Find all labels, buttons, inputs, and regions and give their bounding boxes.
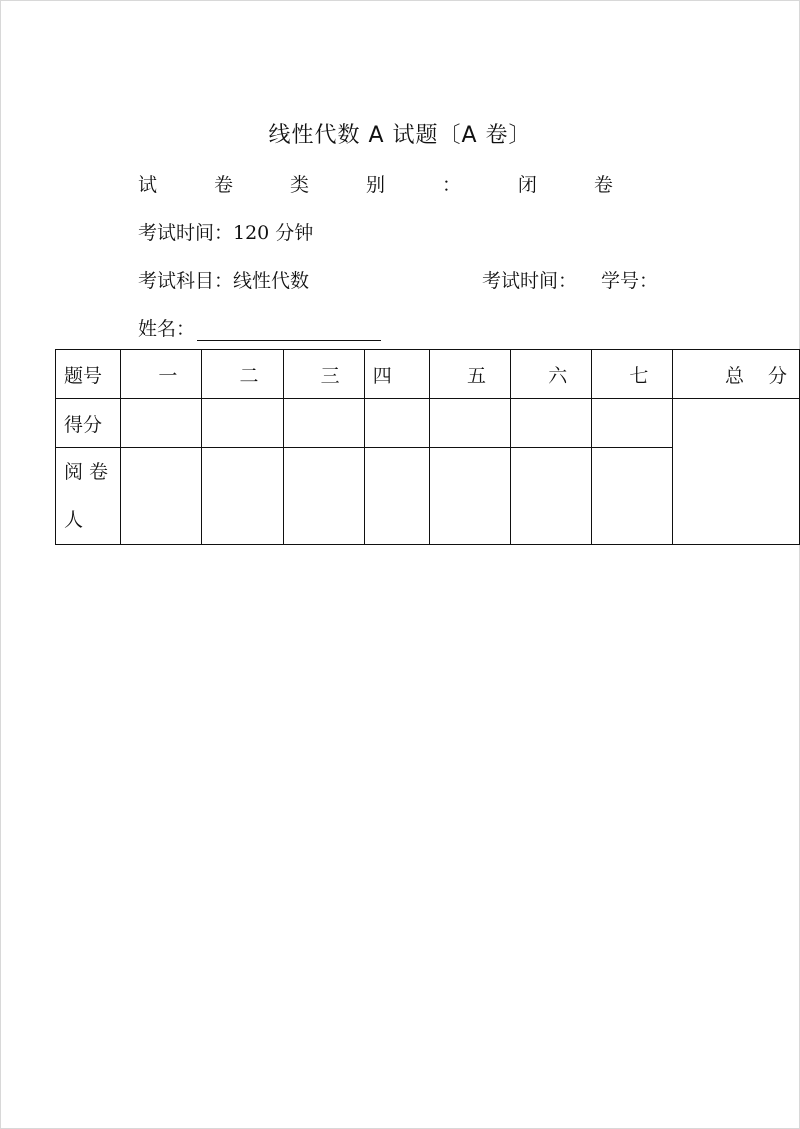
name-line bbox=[138, 314, 381, 341]
exam-duration: 考试时间：120 分钟 bbox=[138, 222, 314, 244]
exam-type-line bbox=[138, 170, 613, 197]
exam-type-char: 闭 bbox=[517, 174, 537, 196]
exam-time-and-id bbox=[482, 266, 658, 293]
total-score-header bbox=[673, 350, 800, 399]
name-label: 姓名： bbox=[138, 318, 196, 340]
marker-label bbox=[56, 448, 121, 545]
name-blank[interactable] bbox=[197, 322, 381, 341]
question-cell: 六 bbox=[511, 350, 592, 399]
marker-cell[interactable] bbox=[364, 448, 429, 545]
score-cell[interactable] bbox=[364, 399, 429, 448]
exam-subject: 考试科目：线性代数 bbox=[138, 270, 310, 292]
question-cell: 七 bbox=[592, 350, 673, 399]
score-label: 得分 bbox=[56, 399, 121, 448]
question-cell: 一 bbox=[121, 350, 202, 399]
exam-type-char: 卷 bbox=[213, 174, 233, 196]
question-cell: 三 bbox=[283, 350, 364, 399]
score-cell[interactable] bbox=[283, 399, 364, 448]
score-table bbox=[55, 349, 800, 545]
marker-cell[interactable] bbox=[429, 448, 510, 545]
marker-cell[interactable] bbox=[592, 448, 673, 545]
exam-type-char: 卷 bbox=[593, 174, 613, 196]
score-cell[interactable] bbox=[511, 399, 592, 448]
score-cell[interactable] bbox=[202, 399, 283, 448]
question-cell: 二 bbox=[202, 350, 283, 399]
total-char: 总 bbox=[724, 364, 744, 387]
total-score-cell[interactable] bbox=[673, 399, 800, 545]
student-id-label: 学号： bbox=[601, 270, 659, 292]
table-row bbox=[56, 399, 800, 448]
marker-label-line: 人 bbox=[64, 509, 84, 531]
question-number-label: 题号 bbox=[56, 350, 121, 399]
marker-label-line: 阅 卷 bbox=[64, 461, 109, 483]
score-cell[interactable] bbox=[592, 399, 673, 448]
marker-cell[interactable] bbox=[121, 448, 202, 545]
table-row bbox=[56, 350, 800, 399]
exam-type-char: ： bbox=[441, 174, 461, 196]
marker-cell[interactable] bbox=[511, 448, 592, 545]
marker-cell[interactable] bbox=[283, 448, 364, 545]
question-cell: 五 bbox=[429, 350, 510, 399]
exam-type-char: 类 bbox=[289, 174, 309, 196]
document-title: 线性代数 A 试题〔A 卷〕 bbox=[268, 123, 532, 148]
score-cell[interactable] bbox=[429, 399, 510, 448]
question-cell: 四 bbox=[364, 350, 429, 399]
exam-type-char: 试 bbox=[138, 174, 158, 196]
total-char: 分 bbox=[767, 364, 787, 387]
exam-type-char: 别 bbox=[365, 174, 385, 196]
exam-time-label: 考试时间： bbox=[482, 270, 578, 292]
score-cell[interactable] bbox=[121, 399, 202, 448]
marker-cell[interactable] bbox=[202, 448, 283, 545]
